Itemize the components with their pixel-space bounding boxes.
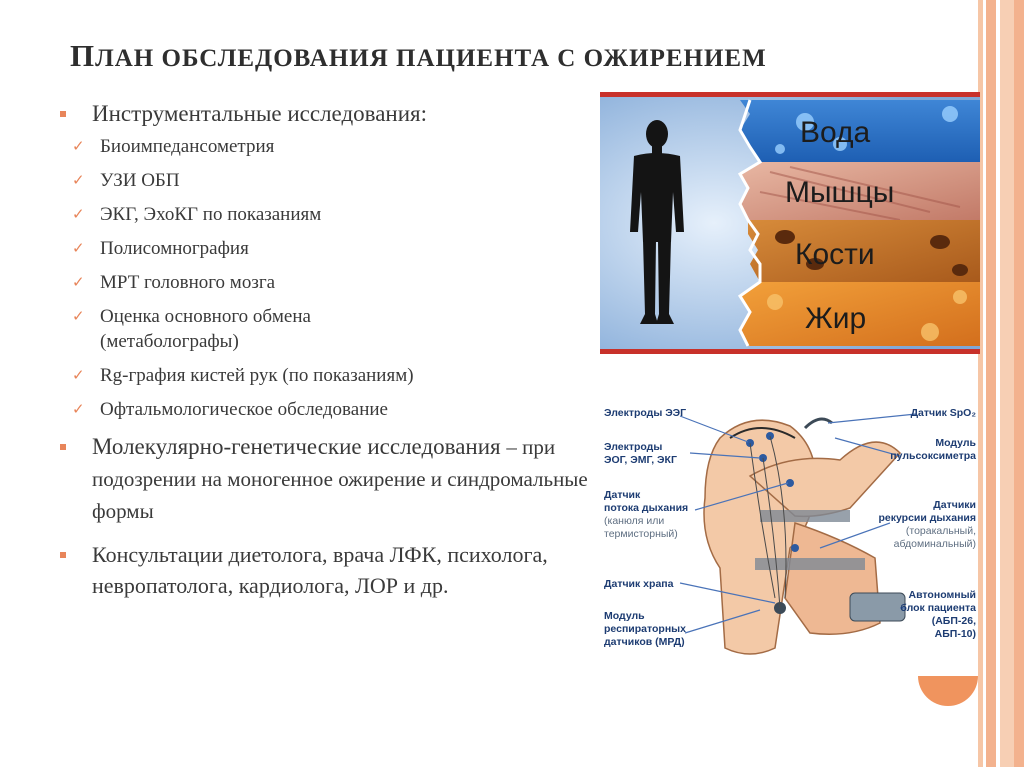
check-icon: ✓ [72, 366, 85, 384]
section-heading: Молекулярно-генетические исследования [92, 434, 501, 459]
section-text: – при подозрении на моногенное ожирение и синдромальные формы [92, 435, 588, 523]
section-consultations [60, 539, 560, 601]
list-item-text: МРТ головного мозга [100, 272, 276, 293]
list-item [60, 363, 590, 388]
decorative-stripes [978, 0, 1024, 767]
diagram-label: блок пациента [900, 602, 976, 614]
check-icon: ✓ [72, 400, 85, 418]
diagram-label: ЭОГ, ЭМГ, ЭКГ [604, 454, 677, 466]
list-item-text: Офтальмологическое обследование [100, 399, 388, 420]
check-icon: ✓ [72, 273, 85, 291]
bullet-marker [60, 111, 66, 117]
diagram-label: Датчики [933, 499, 976, 511]
diagram-label: Модуль [604, 610, 645, 622]
diagram-label: рекурсии дыхания [878, 512, 976, 524]
diagram-label: Автономный [908, 589, 976, 601]
diagram-label: (канюля или [604, 515, 665, 527]
list-item-text: ЭКГ, ЭхоКГ по показаниям [100, 204, 322, 225]
diagram-label: Датчик храпа [604, 578, 674, 590]
diagram-label: датчиков (МРД) [604, 636, 685, 648]
list-item [60, 304, 400, 354]
diagram-label: абдоминальный) [893, 538, 976, 550]
check-icon: ✓ [72, 239, 85, 257]
list-item [60, 202, 590, 227]
list-item-text: УЗИ ОБП [100, 170, 180, 191]
diagram-label: потока дыхания [604, 502, 689, 514]
diagram-label: (АБП-26, [931, 615, 976, 627]
check-icon: ✓ [72, 307, 85, 325]
list-item-text: Биоимпедансометрия [100, 136, 275, 157]
list-item [60, 168, 590, 193]
list-item-text: Rg-графия кистей рук (по показаниям) [100, 365, 414, 386]
section-heading: Консультации диетолога, врача ЛФК, психолога, невропатолога, кардиолога, ЛОР и др. [92, 542, 548, 598]
layer-label: Вода [800, 116, 871, 149]
diagram-label: Датчик SpO₂ [910, 407, 976, 419]
list-item-text: Полисомнография [100, 238, 249, 259]
check-icon: ✓ [72, 171, 85, 189]
section-heading: Инструментальные исследования: [92, 101, 428, 126]
decorative-corner-shape [918, 676, 978, 706]
diagram-label: (торакальный, [905, 525, 976, 537]
layer-label: Кости [795, 238, 875, 271]
diagram-label: термисторный) [604, 528, 678, 540]
polysomnography-diagram [600, 398, 980, 666]
slide-title [70, 38, 767, 74]
list-item [60, 397, 590, 422]
bullet-marker [60, 444, 66, 450]
patient-illustration [704, 419, 905, 654]
content-list [60, 98, 590, 601]
left-labels [604, 407, 688, 648]
title-rest: ЛАН ОБСЛЕДОВАНИЯ ПАЦИЕНТА С ОЖИРЕНИЕМ [95, 45, 767, 72]
diagram-label: пульсоксиметра [890, 450, 976, 462]
diagram-label: Электроды [604, 441, 663, 453]
bullet-marker [60, 552, 66, 558]
section-molecular [60, 431, 590, 527]
list-item [60, 134, 590, 159]
layer-label: Жир [805, 302, 867, 335]
diagram-label: Электроды ЭЭГ [604, 407, 687, 419]
list-item [60, 270, 590, 295]
title-first-letter: П [70, 38, 96, 73]
check-icon: ✓ [72, 205, 85, 223]
diagram-label: Датчик [604, 489, 641, 501]
diagram-label: Модуль [935, 437, 976, 449]
layer-label: Мышцы [785, 176, 895, 209]
list-item-text: Оценка основного обмена (метабологрaфы) [100, 306, 311, 352]
diagram-label: респираторных [604, 623, 686, 635]
check-icon: ✓ [72, 137, 85, 155]
diagram-label: АБП-10) [934, 628, 976, 640]
body-composition-image [600, 92, 980, 354]
instrumental-list [60, 134, 590, 422]
section-instrumental [60, 98, 590, 129]
list-item [60, 236, 590, 261]
